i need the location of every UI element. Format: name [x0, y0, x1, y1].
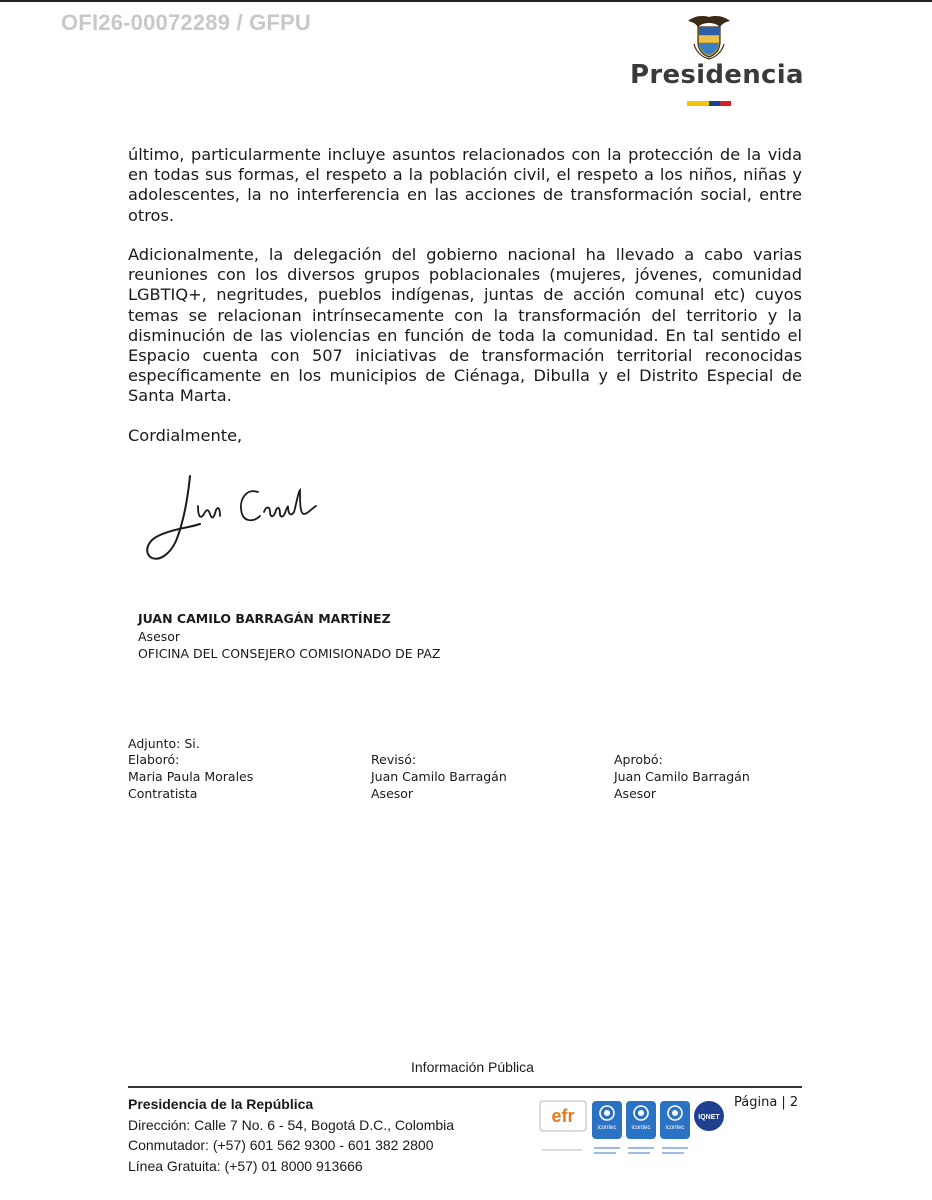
- credit-role: Asesor: [614, 786, 657, 801]
- closing: Cordialmente,: [128, 426, 243, 445]
- file-number: OFI26-00072289 / GFPU: [61, 10, 311, 35]
- certification-logos: [538, 1097, 728, 1167]
- coat-of-arms-icon: [684, 14, 734, 60]
- footer-address: Dirección: Calle 7 No. 6 - 54, Bogotá D.C., Colombia: [128, 1116, 455, 1133]
- icontec-logo-2: [626, 1101, 656, 1139]
- signer-name: JUAN CAMILO BARRAGÁN MARTÍNEZ: [138, 611, 391, 626]
- credit-name: Juan Camilo Barragán: [371, 769, 507, 784]
- body-paragraph-2: Adicionalmente, la delegación del gobierno nacional ha llevado a cabo varias reuniones con los diversos grupos poblacionales (mujeres, jóvenes, comunidad LGBTIQ+, negritudes, pueblos indígenas, juntas de acción comunal etc) cuyos temas se relacionan intrínsecamente con la transformación del territorio y la disminución de las violencias en función de toda la comunidad. En tal sentido el Espacio cuenta con 507 iniciativas de transformación territorial reconocidas específicamente en los municipios de Ciénaga, Dibulla y el Distrito Especial de Santa Marta.: [128, 245, 802, 406]
- footer-toll-free: Línea Gratuita: (+57) 01 8000 913666: [128, 1157, 363, 1174]
- flag-stripe-blue: [709, 101, 720, 106]
- footer-org: Presidencia de la República: [128, 1096, 314, 1112]
- footer-phone: Conmutador: (+57) 601 562 9300 - 601 382 2800: [128, 1137, 434, 1153]
- attachment-note: Adjunto: Si.: [128, 736, 200, 751]
- credit-elaboro: [128, 751, 253, 802]
- efr-logo-text: efr: [551, 1106, 575, 1126]
- credit-name: Juan Camilo Barragán: [614, 769, 750, 784]
- svg-text:IQNET: IQNET: [698, 1114, 720, 1121]
- iqnet-logo: [694, 1101, 724, 1131]
- flag-stripe-yellow: [687, 101, 709, 106]
- flag-stripe: [687, 101, 731, 106]
- handwritten-signature: [138, 466, 338, 566]
- svg-text:icontec: icontec: [597, 1125, 617, 1131]
- svg-text:icontec: icontec: [665, 1125, 685, 1131]
- credit-name: Maria Paula Morales: [128, 769, 254, 784]
- credit-role: Asesor: [371, 786, 414, 801]
- top-border: [0, 0, 932, 2]
- body-paragraph-1: último, particularmente incluye asuntos relacionados con la protección de la vida en todas sus formas, el respeto a la población civil, el respeto a los niños, niñas y adolescentes, la no interferencia en las acciones de transformación social, entre otros.: [128, 145, 802, 225]
- classification-label: Información Pública: [411, 1059, 534, 1075]
- footer-divider: [128, 1086, 802, 1088]
- signer-block: [138, 610, 440, 663]
- credit-label: Aprobó:: [614, 752, 663, 767]
- brand-wordmark: Presidencia: [630, 60, 804, 90]
- credit-role: Contratista: [128, 786, 198, 801]
- signer-role: Asesor: [138, 628, 181, 644]
- icontec-logo-3: [660, 1101, 690, 1139]
- footer-contact: [128, 1094, 454, 1176]
- flag-stripe-red: [720, 101, 731, 106]
- credit-label: Elaboró:: [128, 752, 180, 767]
- credit-reviso: [371, 751, 507, 802]
- page-number: Página | 2: [734, 1095, 799, 1110]
- credit-aprobo: [614, 751, 750, 802]
- icontec-logo-1: [592, 1101, 622, 1139]
- credit-label: Revisó:: [371, 752, 417, 767]
- svg-text:icontec: icontec: [631, 1125, 651, 1131]
- signer-office: OFICINA DEL CONSEJERO COMISIONADO DE PAZ: [138, 646, 441, 661]
